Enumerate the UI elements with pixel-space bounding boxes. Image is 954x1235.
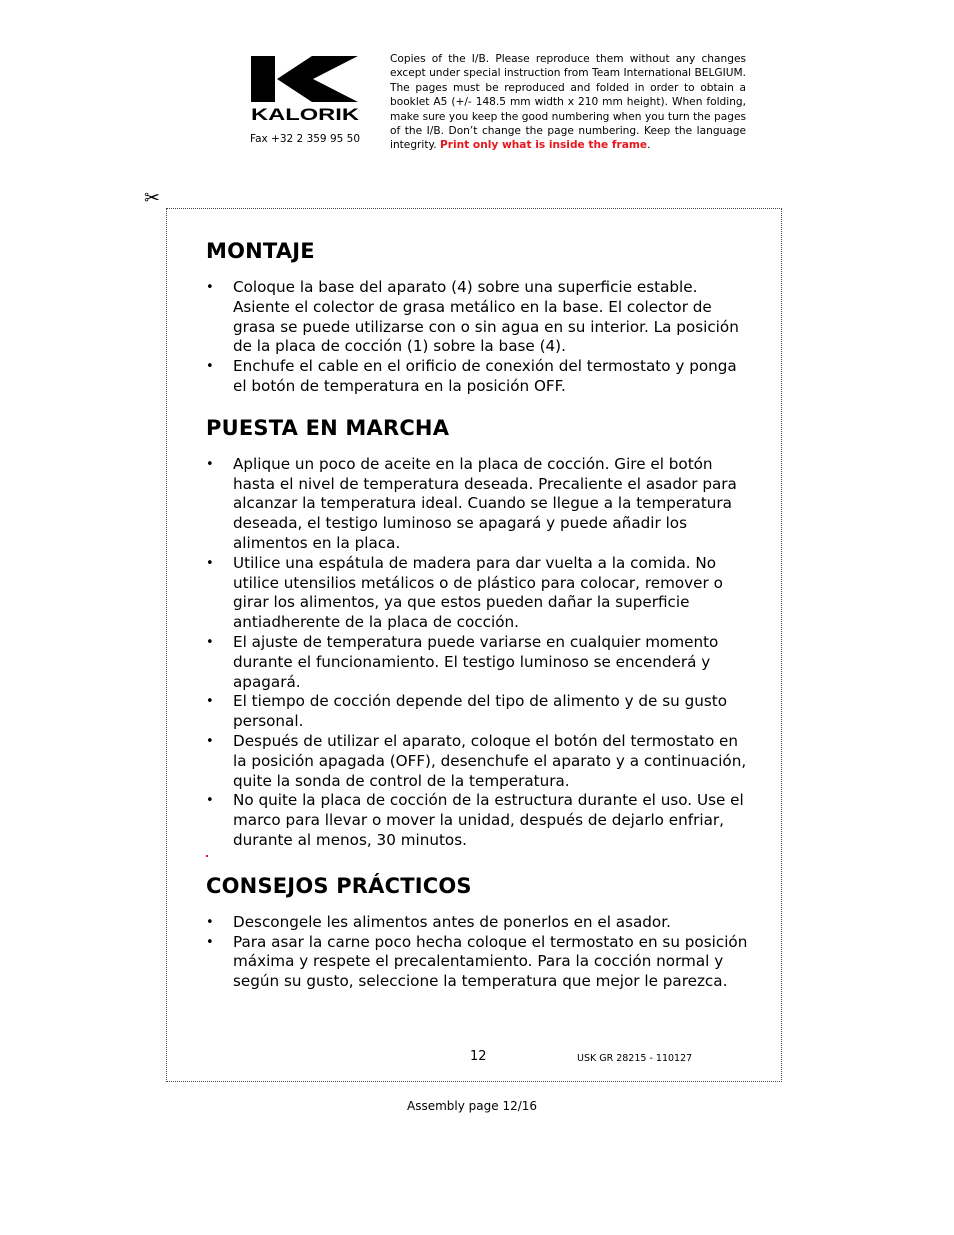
bullet-icon: • (206, 359, 214, 375)
list-item-text: Para asar la carne poco hecha coloque el termostato en su posición máxima y respete el precalentamiento. Para la cocción normal y según su gusto, seleccione la temperatura que mejor le parezca. (233, 932, 748, 991)
list-item-text: Descongele les alimentos antes de ponerlos en el asador. (233, 912, 671, 931)
bullet-icon: • (206, 555, 214, 571)
bullet-icon: • (206, 914, 214, 930)
bullet-icon: • (206, 934, 214, 950)
consejos-practicos-list (206, 913, 754, 992)
list-item (206, 357, 754, 397)
section-title-puesta-en-marcha: PUESTA EN MARCHA (206, 415, 450, 440)
list-item (206, 278, 754, 357)
document-code: USK GR 28215 - 110127 (577, 1053, 693, 1064)
section-title-montaje: MONTAJE (206, 239, 315, 263)
print-only-warning: Print only what is inside the frame (440, 139, 648, 152)
scissors-icon: ✂ (144, 187, 160, 209)
list-item (206, 732, 754, 791)
bullet-icon: • (206, 634, 214, 650)
list-item-text: Después de utilizar el aparato, coloque el botón del termostato en la posición apagada (OFF), desenchufe el aparato y a continuación, quite la sonda de control de la temperatura. (233, 731, 747, 790)
copy-instructions-end: . (647, 139, 651, 152)
list-item (206, 933, 754, 992)
list-item-text: El tiempo de cocción depende del tipo de alimento y de su gusto personal. (233, 692, 728, 731)
puesta-en-marcha-list (206, 455, 754, 851)
bullet-icon: • (206, 793, 214, 809)
page-number: 12 (470, 1049, 487, 1064)
red-mark (206, 851, 754, 869)
fax-number: Fax +32 2 359 95 50 (250, 133, 361, 145)
list-item-text: Aplique un poco de aceite en la placa de cocción. Gire el botón hasta el nivel de temperatura deseada. Precaliente el asador para alcanzar la temperatura ideal. Cuando se llegue a la temperatura deseada, el testigo luminoso se apagará y puede añadir los alimentos en la placa. (233, 454, 737, 552)
list-item-text: No quite la placa de cocción de la estructura durante el uso. Use el marco para llevar o mover la unidad, después de dejarlo enfriar, durante al menos, 30 minutos. (233, 791, 744, 849)
list-item (206, 692, 754, 732)
kalorik-logo (250, 56, 360, 122)
list-item-text: El ajuste de temperatura puede variarse en cualquier momento durante el funcionamiento. El testigo luminoso se encenderá y apagará. (233, 632, 719, 691)
list-item (206, 791, 754, 850)
list-item-text: Utilice una espátula de madera para dar vuelta a la comida. No utilice utensilios metálicos o de plástico para colocar, remover o girar los alimentos, ya que estos pueden dañar la superficie antiadherente de la placa de cocción. (233, 553, 723, 632)
copy-instructions-text: Copies of the I/B. Please reproduce them without any changes except under special instruction from Team International BELGIUM. The pages must be reproduced and folded in order to obtain a booklet A5 (+/- 148.5 mm width x 210 mm height). When folding, make sure you keep the good numbering when you turn the pages of the I/B. Don’t change the page numbering. Keep the language integrity. (390, 53, 746, 152)
list-item-text: Coloque la base del aparato (4) sobre una superficie estable. Asiente el colector de grasa metálico en la base. El colector de grasa se puede utilizarse con o sin agua en su interior. La posición de la placa de cocción (1) sobre la base (4). (233, 278, 739, 356)
bullet-icon: • (206, 733, 214, 749)
copy-instructions (390, 52, 746, 153)
section-title-consejos-practicos: CONSEJOS PRÁCTICOS (206, 873, 472, 898)
list-item (206, 633, 754, 692)
list-item (206, 554, 754, 633)
instructions-content (206, 234, 754, 992)
bullet-icon: • (206, 456, 214, 472)
montaje-list (206, 278, 754, 397)
logo-wordmark: KALORIK (251, 105, 360, 122)
bullet-icon: • (206, 694, 214, 710)
list-item (206, 455, 754, 554)
bullet-icon: • (206, 280, 214, 295)
list-item (206, 913, 754, 933)
list-item-text: Enchufe el cable en el orificio de conexión del termostato y ponga el botón de temperatura en la posición OFF. (233, 357, 737, 395)
assembly-page-label: Assembly page 12/16 (407, 1099, 538, 1113)
